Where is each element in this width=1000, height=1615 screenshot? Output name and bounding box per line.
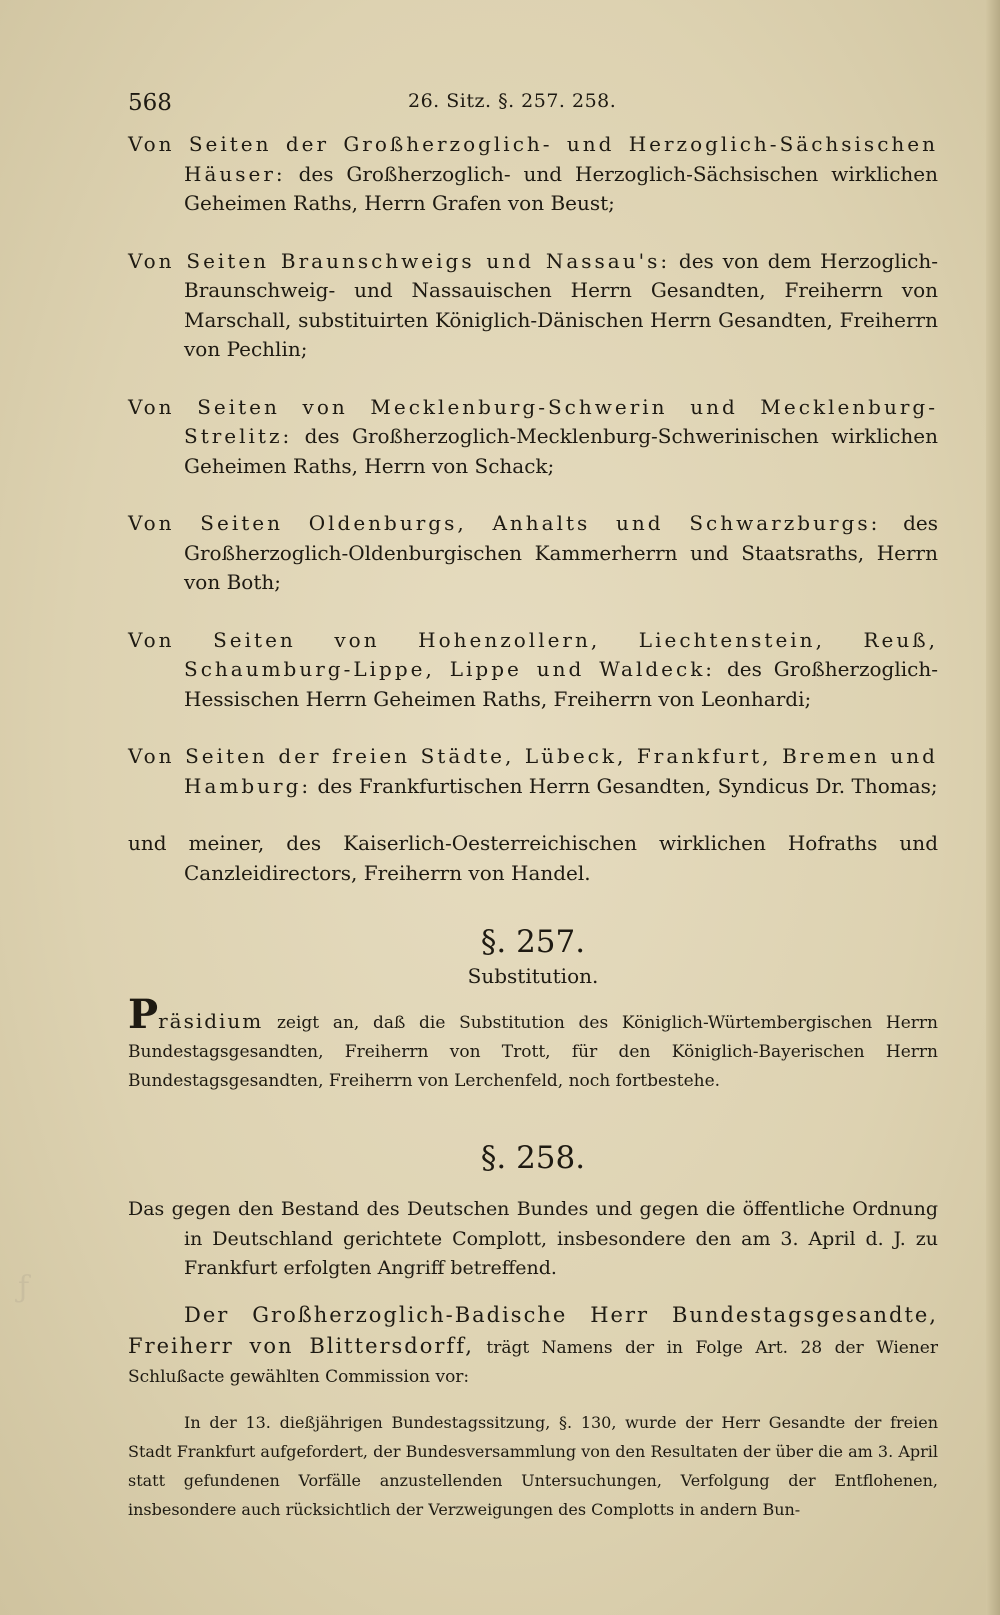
entry	[128, 247, 938, 365]
entry-lead: Von Seiten der Großherzoglich- und Herzoglich-Sächsischen Häuser:	[128, 132, 938, 186]
entry-text: des Großherzoglich- und Herzoglich-Sächsischen wirklichen Geheimen Raths, Herrn Grafen von Beust;	[184, 161, 938, 215]
entry	[128, 829, 938, 888]
entry-lead: und meiner,	[128, 831, 265, 855]
entry-text: des Großherzoglich-Mecklenburg-Schwerinischen wirklichen Geheimen Raths, Herrn von Schack;	[184, 424, 938, 478]
section-heading-258: §. 258.	[480, 1140, 586, 1176]
page-edge	[986, 0, 1000, 1615]
entry	[128, 626, 938, 715]
entry-text: des Großherzoglich-Hessischen Herrn Geheimen Raths, Freiherrn von Leonhardi;	[184, 657, 938, 711]
page-number: 568	[128, 90, 172, 116]
page-header	[128, 90, 938, 120]
entry-text: des Kaiserlich-Oesterreichischen wirklichen Hofraths und Canzleidirectors, Freiherrn von Handel.	[184, 831, 938, 885]
section-topic-258: Das gegen den Bestand des Deutschen Bundes und gegen die öffentliche Ordnung in Deutschland gerichtete Complott, insbesondere den am 3. April d. J. zu Frankfurt erfolgten Angriff betreffend.	[128, 1198, 938, 1279]
paragraph-lead: Der Großherzoglich-Badische Herr Bundestagsgesandte, Freiherr von Blittersdorff,	[128, 1302, 938, 1358]
section-heading-257: §. 257.	[480, 924, 586, 960]
entry-lead: Von Seiten von Hohenzollern, Liechtenstein, Reuß, Schaumburg-Lippe, Lippe und Waldeck:	[128, 627, 938, 681]
entry	[128, 509, 938, 598]
drop-cap: P	[128, 991, 159, 1038]
margin-mark: ƒ	[18, 1270, 30, 1305]
entry-lead: Von Seiten Braunschweigs und Nassau's:	[128, 248, 671, 273]
entry-text: des Großherzoglich-Oldenburgischen Kammerherrn und Staatsraths, Herrn von Both;	[184, 511, 938, 594]
section-subtitle-257: Substitution.	[467, 964, 599, 988]
entry-lead: Von Seiten der freien Städte, Lübeck, Frankfurt, Bremen und Hamburg:	[128, 744, 938, 798]
page-body	[128, 130, 938, 1540]
entry	[128, 742, 938, 801]
entry-text: des Frankfurtischen Herrn Gesandten, Syndicus Dr. Thomas;	[311, 773, 938, 798]
entry	[128, 130, 938, 219]
running-title: 26. Sitz. §. 257. 258.	[408, 90, 617, 112]
section-report-258: In der 13. dießjährigen Bundestagssitzung, §. 130, wurde der Herr Gesandte der freien Stadt Frankfurt aufgefordert, der Bundesversammlung von den Resultaten der über die am 3. April statt gefundenen Vorfälle anzustellenden Untersuchungen, Verfolgung der Entflohenen, insbesondere auch rücksichtlich der Verzweigungen des Complotts in andern Bun-	[128, 1412, 938, 1519]
section-paragraph-257	[128, 991, 938, 1096]
entry-lead: Von Seiten von Mecklenburg-Schwerin und Mecklenburg-Strelitz:	[128, 394, 938, 448]
entry-text: des von dem Herzoglich-Braunschweig- und Nassauischen Herrn Gesandten, Freiherrn von Marschall, substituirten Königlich-Dänischen Herrn Gesandten, Freiherrn von Pechlin;	[184, 248, 938, 361]
paragraph-text: zeigt an, daß die Substitution des Königlich-Würtembergischen Herrn Bundestagsgesandten, Freiherrn von Trott, für den Königlich-Bayerischen Herrn Bundestagsgesandten, Freiherrn von Lerchenfeld, noch fortbestehe.	[128, 1013, 938, 1091]
entry	[128, 393, 938, 482]
paragraph-lead: räsidium	[158, 1009, 264, 1033]
paragraph-text: trägt Namens der in Folge Art. 28 der Wiener Schlußacte gewählten Commission vor:	[128, 1337, 938, 1387]
entry-lead: Von Seiten Oldenburgs, Anhalts und Schwarzburgs:	[128, 511, 881, 535]
section-paragraph-258	[128, 1301, 938, 1392]
